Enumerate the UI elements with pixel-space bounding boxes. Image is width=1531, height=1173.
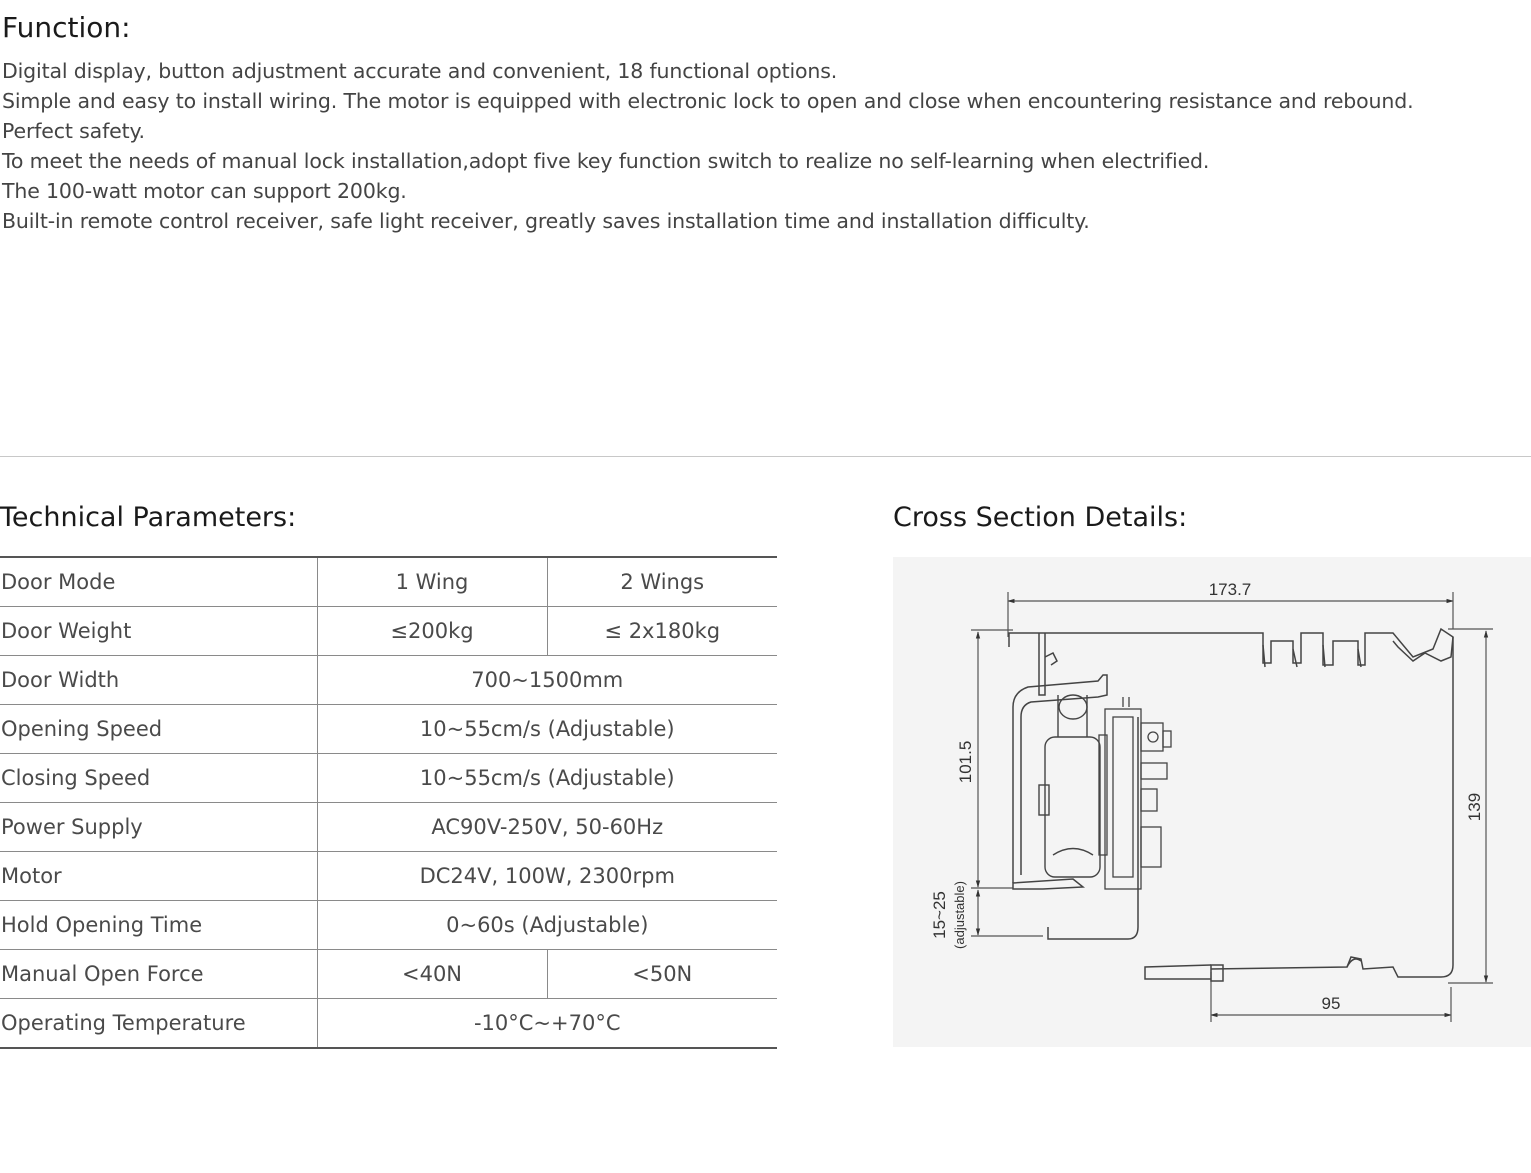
- param-label: Operating Temperature: [0, 999, 317, 1049]
- param-value: AC90V-250V, 50-60Hz: [317, 803, 777, 852]
- param-label: Door Weight: [0, 607, 317, 656]
- roller-wheel: [1039, 695, 1100, 877]
- function-line: Digital display, button adjustment accurate and convenient, 18 functional options.: [2, 59, 838, 83]
- param-value: 1 Wing: [317, 557, 547, 607]
- table-row: [0, 999, 777, 1049]
- technical-parameters-table: [0, 556, 777, 1049]
- param-label: Opening Speed: [0, 705, 317, 754]
- cross-section-title: Cross Section Details:: [893, 502, 1188, 533]
- table-row: [0, 705, 777, 754]
- param-label: Motor: [0, 852, 317, 901]
- param-value: -10°C~+70°C: [473, 1011, 621, 1035]
- section-divider: [0, 456, 1531, 457]
- param-value: <50N: [547, 950, 777, 999]
- function-line: To meet the needs of manual lock installation,adopt five key function switch to realize no self-learning when electrified.: [2, 149, 1210, 173]
- function-line: The 100-watt motor can support 200kg.: [2, 179, 407, 203]
- function-line: Simple and easy to install wiring. The motor is equipped with electronic lock to open and close when encountering resistance and rebound.: [2, 89, 1414, 113]
- function-title: Function:: [2, 11, 131, 44]
- param-value: 2 Wings: [547, 557, 777, 607]
- dim-label-adjust-note: (adjustable): [952, 881, 967, 949]
- rail-profile: [1009, 629, 1453, 981]
- table-row: [0, 557, 777, 607]
- table-row: [0, 803, 777, 852]
- dim-label-adjust: 15~25: [930, 891, 949, 939]
- param-value: ≤200kg: [317, 607, 547, 656]
- param-value: 10~55cm/s (Adjustable): [317, 705, 777, 754]
- param-label: Closing Speed: [0, 754, 317, 803]
- table-row: [0, 656, 777, 705]
- param-value: 700~1500mm: [317, 656, 777, 705]
- function-line: Perfect safety.: [2, 119, 145, 143]
- dim-label-right: 139: [1465, 792, 1484, 822]
- param-label: Hold Opening Time: [0, 901, 317, 950]
- param-label: Power Supply: [0, 803, 317, 852]
- table-row: [0, 901, 777, 950]
- cross-section-drawing: [893, 557, 1531, 1047]
- dim-label-top: 173.7: [1208, 580, 1252, 599]
- table-row: [0, 852, 777, 901]
- table-row: [0, 950, 777, 999]
- param-value: DC24V, 100W, 2300rpm: [317, 852, 777, 901]
- technical-parameters-title: Technical Parameters:: [0, 502, 297, 533]
- function-line: Built-in remote control receiver, safe light receiver, greatly saves installation time and installation difficulty.: [2, 209, 1090, 233]
- function-list: [2, 56, 1413, 236]
- hanger-bracket: [1013, 675, 1138, 939]
- dim-label-bottom: 95: [1321, 994, 1341, 1013]
- param-value: <40N: [317, 950, 547, 999]
- dim-label-left: 101.5: [956, 740, 975, 784]
- param-value: ≤ 2x180kg: [547, 607, 777, 656]
- param-label: Door Width: [0, 656, 317, 705]
- table-row: [0, 607, 777, 656]
- param-label: Door Mode: [0, 557, 317, 607]
- cross-section-diagram: [893, 557, 1531, 1047]
- param-label: Manual Open Force: [0, 950, 317, 999]
- param-value: 0~60s (Adjustable): [317, 901, 777, 950]
- param-value: 10~55cm/s (Adjustable): [317, 754, 777, 803]
- motor-assembly: [1099, 697, 1171, 889]
- table-row: [0, 754, 777, 803]
